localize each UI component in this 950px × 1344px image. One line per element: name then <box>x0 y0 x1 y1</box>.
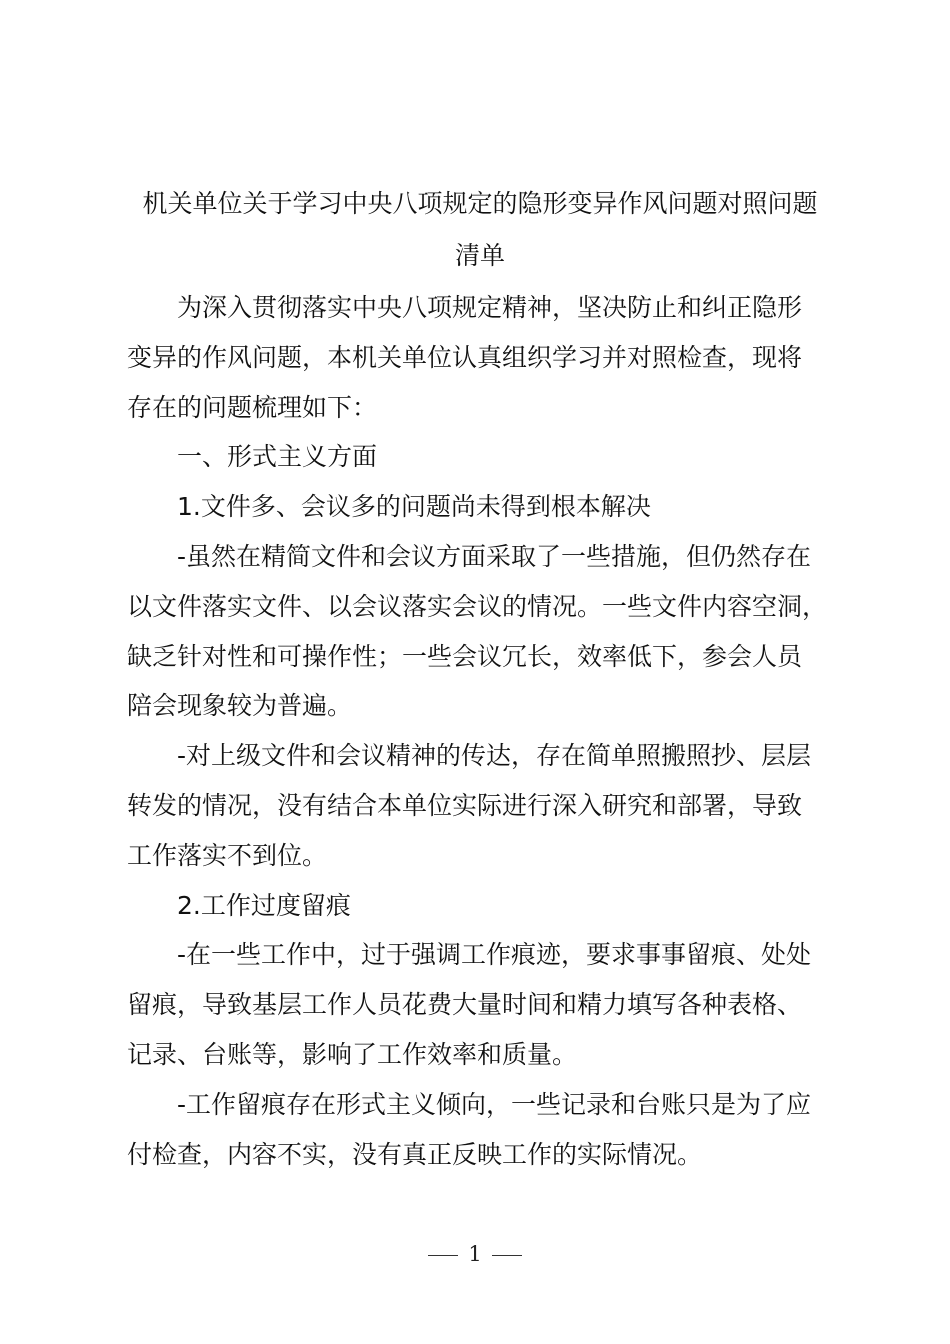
section-heading-formalism: 一、形式主义方面 <box>177 442 378 472</box>
footer-dash-left <box>428 1255 458 1256</box>
bullet-2-line-3: 工作落实不到位。 <box>127 840 328 870</box>
document-title-line-1: 机关单位关于学习中央八项规定的隐形变异作风问题对照问题 <box>142 189 818 218</box>
bullet-3-line-2: 留痕，导致基层工作人员花费大量时间和精力填写各种表格、 <box>127 990 803 1020</box>
bullet-2-line-1: -对上级文件和会议精神的传达，存在简单照搬照抄、层层 <box>177 741 812 771</box>
paragraph-intro-line-3: 存在的问题梳理如下： <box>127 392 378 422</box>
page-number: 1 <box>468 1242 482 1266</box>
bullet-1-line-3: 缺乏针对性和可操作性；一些会议冗长，效率低下，参会人员 <box>127 641 803 671</box>
subheading-excessive-traces: 2.工作过度留痕 <box>177 890 351 920</box>
paragraph-intro-line-2: 变异的作风问题，本机关单位认真组织学习并对照检查，现将 <box>127 342 803 372</box>
document-body <box>127 283 839 1179</box>
document-title-line-2: 清单 <box>454 241 505 270</box>
bullet-3-line-3: 记录、台账等，影响了工作效率和质量。 <box>127 1039 578 1069</box>
bullet-3-line-1: -在一些工作中，过于强调工作痕迹，要求事事留痕、处处 <box>177 940 812 970</box>
bullet-1-line-4: 陪会现象较为普遍。 <box>127 691 353 721</box>
bullet-4-line-1: -工作留痕存在形式主义倾向，一些记录和台账只是为了应 <box>177 1089 812 1119</box>
paragraph-intro-line-1: 为深入贯彻落实中央八项规定精神，坚决防止和纠正隐形 <box>177 293 803 322</box>
bullet-2-line-2: 转发的情况，没有结合本单位实际进行深入研究和部署，导致 <box>127 790 803 820</box>
bullet-1-line-1: -虽然在精简文件和会议方面采取了一些措施，但仍然存在 <box>177 541 812 571</box>
page-footer <box>0 1240 950 1268</box>
bullet-1-line-2: 以文件落实文件、以会议落实会议的情况。一些文件内容空洞， <box>127 591 828 621</box>
footer-dash-right <box>492 1255 522 1256</box>
subheading-documents-meetings: 1.文件多、会议多的问题尚未得到根本解决 <box>177 492 651 522</box>
bullet-4-line-2: 付检查，内容不实，没有真正反映工作的实际情况。 <box>127 1139 703 1169</box>
